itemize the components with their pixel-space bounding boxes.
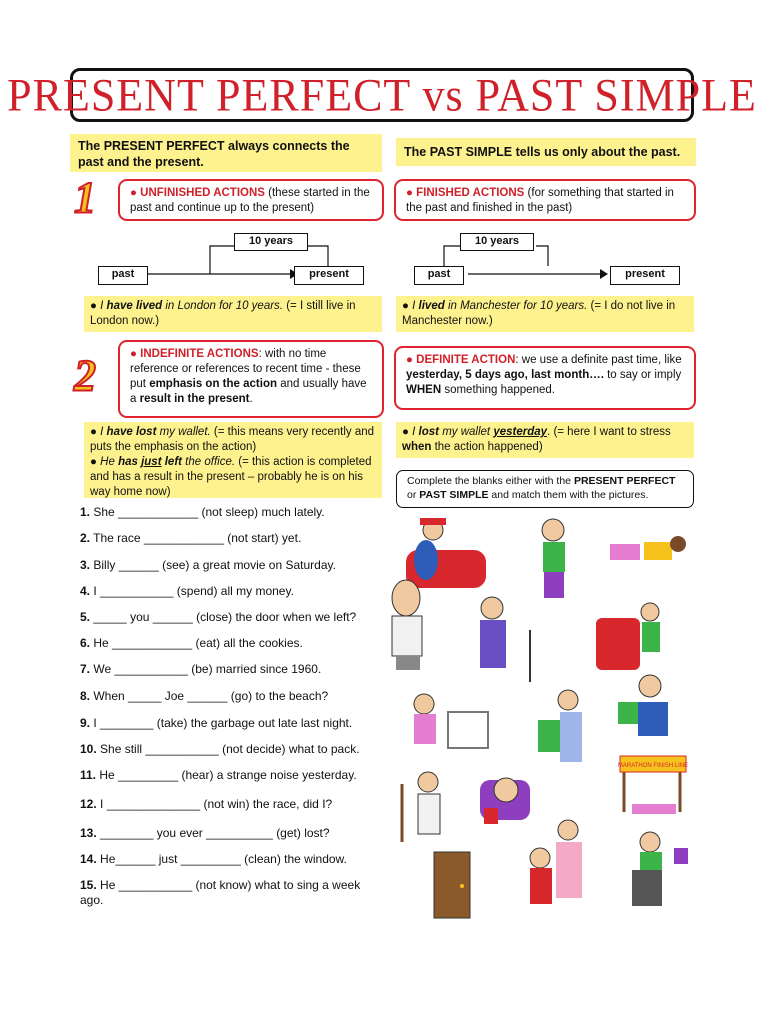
example-explanation: the action happened) bbox=[431, 441, 543, 453]
exercise-item bbox=[80, 584, 372, 599]
exercise-item bbox=[80, 531, 372, 546]
example-rest: the office. bbox=[181, 456, 236, 468]
example-verb: left bbox=[161, 456, 182, 468]
timeline-left-past: past bbox=[98, 266, 148, 285]
exercise-number: 8. bbox=[80, 689, 91, 703]
example-rest: in London for 10 years. bbox=[162, 300, 284, 312]
exercise-text: Billy ______ (see) a great movie on Saturday. bbox=[93, 558, 336, 572]
definite-action-box bbox=[394, 346, 696, 410]
lost-woman-picture bbox=[402, 772, 440, 842]
exercise-item bbox=[80, 852, 372, 867]
exercise-text: I ______________ (not win) the race, did I? bbox=[100, 797, 333, 811]
indefinite-text: . bbox=[249, 393, 253, 405]
example-explanation: (= here I want to stress bbox=[550, 426, 671, 438]
exercise-number: 9. bbox=[80, 716, 91, 730]
bullet: ● bbox=[90, 300, 101, 312]
example-yesterday: yesterday bbox=[493, 426, 548, 438]
example-verb: has bbox=[118, 456, 142, 468]
instructions-present-perfect: PRESENT PERFECT bbox=[573, 475, 676, 487]
garbage-picture bbox=[538, 690, 582, 762]
example-subject: I bbox=[412, 300, 419, 312]
example-rest: in Manchester for 10 years. bbox=[444, 300, 588, 312]
baby-crib-picture bbox=[414, 694, 488, 748]
bullet: ● bbox=[402, 300, 413, 312]
finish-sign-text: MARATHON FINISH LINE bbox=[617, 763, 689, 769]
exercise-text: He ___________ (not know) what to sing a week ago. bbox=[80, 878, 361, 907]
instructions-past-simple: PAST SIMPLE bbox=[419, 489, 489, 501]
exercise-item bbox=[80, 610, 372, 625]
exercise-number: 13. bbox=[80, 826, 97, 840]
example-subject: I bbox=[412, 426, 419, 438]
example-verb: have lived bbox=[106, 300, 163, 312]
exercise-item bbox=[80, 742, 372, 757]
movie-popcorn-picture bbox=[480, 778, 530, 824]
example-rest: my wallet. bbox=[156, 426, 211, 438]
exercise-text: He _________ (hear) a strange noise yesterday. bbox=[99, 768, 357, 782]
unfinished-actions-text: (these started in the past and continue up to the present) bbox=[130, 187, 370, 214]
exercise-text: I ___________ (spend) all my money. bbox=[93, 584, 294, 598]
example-explanation: (= I do not live in Manchester now.) bbox=[402, 300, 676, 327]
example-subject: I bbox=[100, 300, 107, 312]
section-number-2: 2 bbox=[74, 351, 96, 400]
exercise-item bbox=[80, 797, 372, 812]
indefinite-text: : with no time reference or references to recent time - these put bbox=[130, 348, 361, 390]
instructions-text: or bbox=[407, 489, 420, 501]
example-explanation: (= this means very recently and puts the emphasis on the action) bbox=[90, 426, 375, 453]
page-title: PRESENT PERFECT vs PAST SIMPLE bbox=[7, 69, 757, 121]
definite-text: : we use a definite past time, like bbox=[515, 354, 682, 366]
definite-text: something happened. bbox=[441, 384, 555, 396]
timeline-left-duration: 10 years bbox=[234, 233, 308, 251]
indefinite-text: and usually have a bbox=[130, 378, 367, 405]
man-with-tie-picture bbox=[392, 580, 422, 670]
timeline-right-duration: 10 years bbox=[460, 233, 534, 251]
person-on-sofa-picture bbox=[406, 518, 486, 588]
exercise-number: 7. bbox=[80, 662, 91, 676]
indefinite-result: result in the present bbox=[139, 393, 250, 405]
example-past-simple-2 bbox=[396, 422, 694, 458]
exercise-number: 12. bbox=[80, 797, 97, 811]
example-rest: my wallet bbox=[439, 426, 494, 438]
exercise-text: He______ just _________ (clean) the window. bbox=[100, 852, 347, 866]
spending-money-picture bbox=[618, 675, 668, 736]
exercise-item bbox=[80, 878, 372, 908]
example-past-simple-1 bbox=[396, 296, 694, 332]
exercise-text: She ____________ (not sleep) much lately. bbox=[93, 505, 325, 519]
runners-picture bbox=[610, 536, 686, 560]
instructions-box bbox=[396, 470, 694, 508]
exercise-item bbox=[80, 636, 372, 651]
exercise-number: 5. bbox=[80, 610, 91, 624]
exercise-text: _____ you ______ (close) the door when we left? bbox=[93, 610, 357, 624]
instructions-text: Complete the blanks either with the bbox=[407, 475, 574, 487]
example-verb: lost bbox=[418, 426, 439, 438]
exercise-item bbox=[80, 826, 372, 841]
exercise-item bbox=[80, 768, 372, 783]
exercise-text: The race ____________ (not start) yet. bbox=[93, 531, 302, 545]
door-picture bbox=[434, 852, 470, 918]
exercise-text: He ____________ (eat) all the cookies. bbox=[93, 636, 303, 650]
timeline-right-present: present bbox=[610, 266, 680, 285]
example-present-perfect-2 bbox=[84, 422, 382, 498]
bullet: ● bbox=[90, 456, 101, 468]
definite-time-examples: yesterday, 5 days ago, last month…. bbox=[406, 369, 604, 381]
exercise-number: 14. bbox=[80, 852, 97, 866]
exercise-text: I ________ (take) the garbage out late last night. bbox=[93, 716, 353, 730]
example-explanation: (= I still live in London now.) bbox=[90, 300, 356, 327]
example-verb: lived bbox=[418, 300, 445, 312]
header-past-simple: The PAST SIMPLE tells us only about the past. bbox=[396, 138, 696, 166]
definite-action-label: ● DEFINITE ACTION bbox=[406, 354, 516, 366]
exercise-text: When _____ Joe ______ (go) to the beach? bbox=[93, 689, 329, 703]
section-number-1: 1 bbox=[74, 173, 96, 222]
exercise-item bbox=[80, 505, 372, 520]
window-cleaning-picture bbox=[596, 603, 660, 670]
header-present-perfect: The PRESENT PERFECT always connects the past and the present. bbox=[70, 134, 382, 172]
exercise-item bbox=[80, 662, 372, 677]
married-couple-picture bbox=[530, 820, 582, 904]
indefinite-actions-box bbox=[118, 340, 384, 418]
finished-actions-box bbox=[394, 179, 696, 221]
exercise-number: 4. bbox=[80, 584, 91, 598]
definite-text: to say or imply bbox=[603, 369, 682, 381]
instructions-text: and match them with the pictures. bbox=[488, 489, 649, 501]
title-box bbox=[7, 68, 757, 122]
example-rest: . bbox=[547, 426, 551, 438]
exercise-text: We ___________ (be) married since 1960. bbox=[93, 662, 322, 676]
timeline-right-past: past bbox=[414, 266, 464, 285]
finish-line-picture bbox=[618, 756, 688, 814]
example-subject: He bbox=[100, 456, 119, 468]
example-present-perfect-1 bbox=[84, 296, 382, 332]
cartoon-pictures-area bbox=[388, 512, 698, 922]
unfinished-actions-label: ● UNFINISHED ACTIONS bbox=[130, 187, 265, 199]
exercise-text: ________ you ever __________ (get) lost? bbox=[100, 826, 330, 840]
finished-actions-text: (for something that started in the past and finished in the past) bbox=[406, 187, 674, 214]
indefinite-emphasis: emphasis on the action bbox=[149, 378, 277, 390]
exercise-number: 6. bbox=[80, 636, 91, 650]
exercise-number: 11. bbox=[80, 768, 97, 782]
exercise-item bbox=[80, 558, 372, 573]
exercise-number: 15. bbox=[80, 878, 97, 892]
definite-when: WHEN bbox=[406, 384, 442, 396]
exercise-number: 3. bbox=[80, 558, 91, 572]
example-just: just bbox=[141, 456, 162, 468]
exercise-item bbox=[80, 689, 372, 704]
packing-suitcase-picture bbox=[632, 832, 688, 906]
bullet: ● bbox=[90, 426, 101, 438]
exercise-number: 1. bbox=[80, 505, 91, 519]
exercise-item bbox=[80, 716, 372, 731]
indefinite-actions-label: ● INDEFINITE ACTIONS bbox=[130, 348, 259, 360]
timeline-left-present: present bbox=[294, 266, 364, 285]
exercise-number: 2. bbox=[80, 531, 91, 545]
example-subject: I bbox=[100, 426, 107, 438]
bullet: ● bbox=[402, 426, 413, 438]
tired-man-picture bbox=[542, 519, 565, 598]
finished-actions-label: ● FINISHED ACTIONS bbox=[406, 187, 525, 199]
example-when: when bbox=[402, 441, 432, 453]
exercise-number: 10. bbox=[80, 742, 97, 756]
exercise-text: She still ___________ (not decide) what to pack. bbox=[100, 742, 360, 756]
example-explanation: (= this action is completed and has a result in the present – probably he is on his way home now) bbox=[90, 456, 372, 498]
woman-singing-picture bbox=[480, 597, 530, 682]
unfinished-actions-box bbox=[118, 179, 384, 221]
example-verb: have lost bbox=[106, 426, 157, 438]
